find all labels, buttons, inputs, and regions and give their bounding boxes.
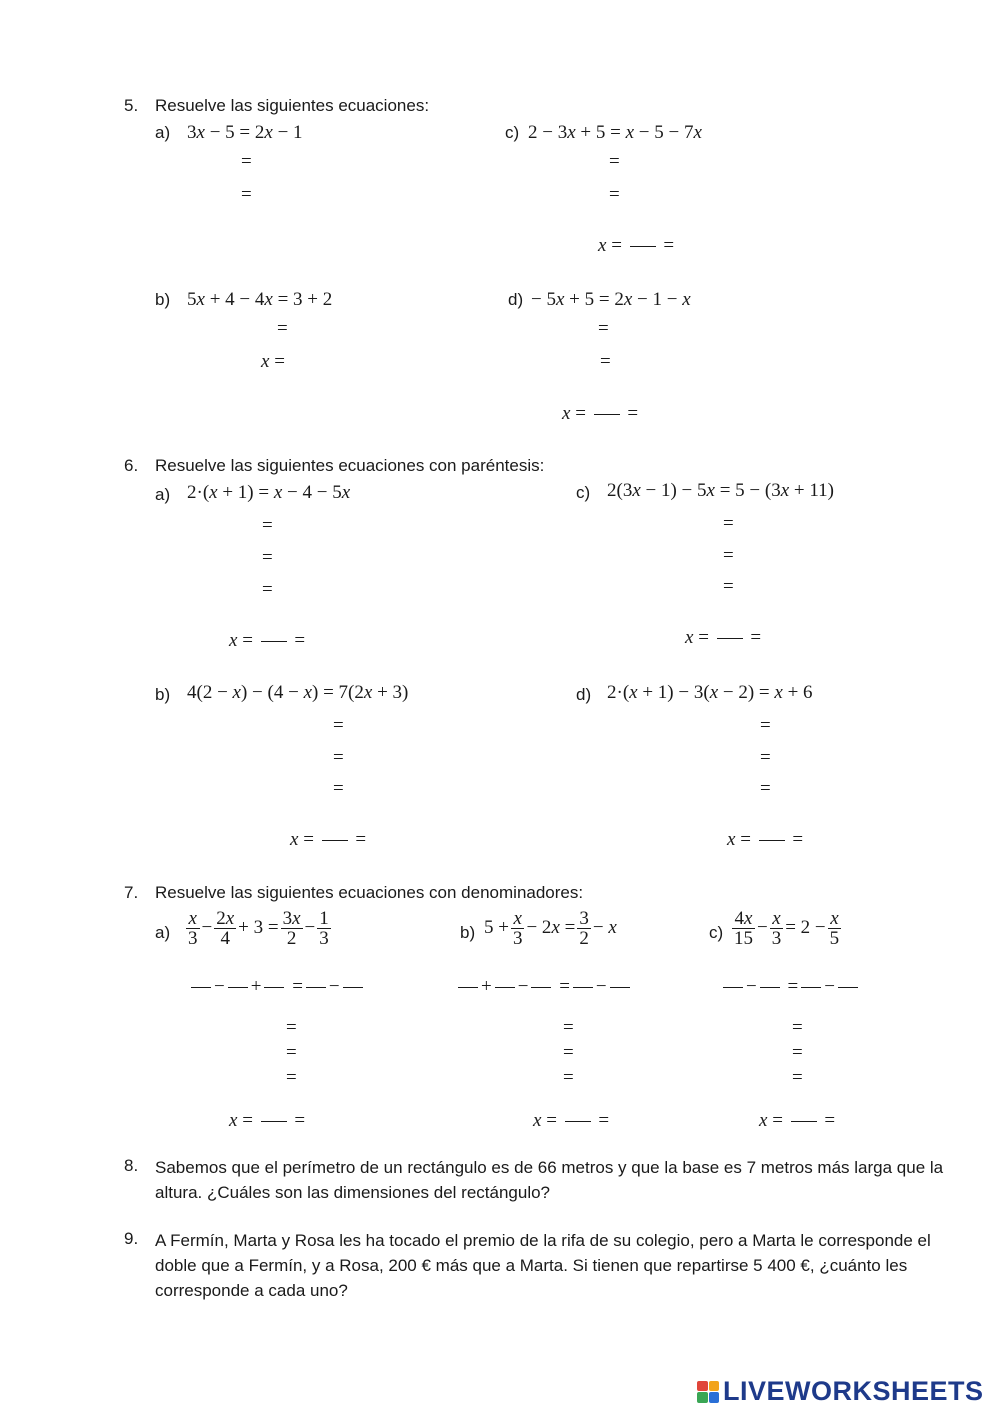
- q6-c-label: c): [576, 483, 591, 502]
- q6-d-step-1: =: [760, 715, 771, 736]
- liveworksheets-wordmark: LIVEWORKSHEETS: [723, 1376, 984, 1406]
- q5-a-step-1: =: [241, 151, 252, 172]
- q6-a-step-1: =: [262, 515, 273, 536]
- q5-number: 5.: [124, 96, 139, 115]
- q5-a-equation: 3x − 5 = 2x − 1: [187, 122, 303, 143]
- q6-a-step-2: =: [262, 547, 273, 568]
- q7-c-step-3: =: [792, 1067, 803, 1088]
- q5-d-step-2: =: [600, 351, 611, 372]
- q7-a-step-2: =: [286, 1042, 297, 1063]
- q7-a-step-3: =: [286, 1067, 297, 1088]
- q7-b-result: x = =: [533, 1110, 610, 1131]
- q7-a-step-1: =: [286, 1017, 297, 1038]
- q6-d-label: d): [576, 685, 592, 704]
- q7-c-step-2: =: [792, 1042, 803, 1063]
- q7-c-equation: $\frac{4x}{15}$ − $\frac{x}{3}$ = 2 − $\frac{x}{5}$: [734, 908, 840, 949]
- q7-a-result: x = =: [229, 1110, 306, 1131]
- q5-b-equation: 5x + 4 − 4x = 3 + 2: [187, 289, 333, 310]
- q6-d-equation: 2·(x + 1) − 3(x − 2) = x + 6: [607, 682, 813, 703]
- q6-c-step-3: =: [723, 576, 734, 597]
- q6-a-result: x = =: [229, 630, 306, 651]
- q7-b-step-2: =: [563, 1042, 574, 1063]
- q5-d-equation: − 5x + 5 = 2x − 1 − x: [531, 289, 691, 310]
- q6-b-result: x = =: [290, 829, 367, 850]
- q7-b-label: b): [460, 923, 476, 942]
- q6-c-equation: 2(3x − 1) − 5x = 5 − (3x + 11): [607, 480, 835, 501]
- q5-d-step-1: =: [598, 318, 609, 339]
- q7-b-equation: 5 + $\frac{x}{3}$ − 2x = $\frac{3}{2}$ − x: [484, 908, 617, 949]
- q6-a-step-3: =: [262, 579, 273, 600]
- q7-c-label: c): [709, 923, 724, 942]
- q5-d-label: d): [508, 290, 524, 309]
- q5-c-label: c): [505, 123, 520, 142]
- q7-b-step-3: =: [563, 1067, 574, 1088]
- q6-d-result: x = =: [727, 829, 804, 850]
- q6-b-label: b): [155, 685, 171, 704]
- q6-d-step-3: =: [760, 778, 771, 799]
- q6-b-equation: 4(2 − x) − (4 − x) = 7(2x + 3): [187, 682, 409, 703]
- q6-c-result: x = =: [685, 627, 762, 648]
- liveworksheets-mark-icon: [697, 1381, 719, 1403]
- q6-b-step-3: =: [333, 778, 344, 799]
- q6-a-equation: 2·(x + 1) = x − 4 − 5x: [187, 482, 351, 503]
- q5-a-label: a): [155, 123, 171, 142]
- q7-title: Resuelve las siguientes ecuaciones con denominadores:: [155, 883, 584, 902]
- q8-text: Sabemos que el perímetro de un rectángulo es de 66 metros y que la base es 7 metros más larga que la altura. ¿Cuáles son las dimensiones del rectángulo?: [155, 1158, 944, 1202]
- q5-c-result: x = =: [598, 235, 675, 256]
- q5-d-result: x = =: [562, 403, 639, 424]
- q5-a-step-2: =: [241, 184, 252, 205]
- q5-b-label: b): [155, 290, 171, 309]
- q5-c-equation: 2 − 3x + 5 = x − 5 − 7x: [528, 122, 702, 143]
- q6-title: Resuelve las siguientes ecuaciones con paréntesis:: [155, 456, 545, 475]
- q5-b-result: x =: [261, 351, 285, 372]
- liveworksheets-logo: [697, 1376, 984, 1407]
- q6-number: 6.: [124, 456, 139, 475]
- q7-a-equation: $\frac{x}{3}$ − $\frac{2x}{4}$ + 3 = $\frac{3x}{2}$ − $\frac{1}{3}$: [188, 908, 329, 949]
- q7-a-common-denominator: − + = −: [188, 976, 366, 998]
- q7-c-common-denominator: − = −: [720, 976, 861, 998]
- q7-b-step-1: =: [563, 1017, 574, 1038]
- q7-a-label: a): [155, 923, 171, 942]
- q5-c-step-1: =: [609, 151, 620, 172]
- q6-d-step-2: =: [760, 747, 771, 768]
- q5-c-step-2: =: [609, 184, 620, 205]
- q7-c-step-1: =: [792, 1017, 803, 1038]
- q6-a-label: a): [155, 485, 171, 504]
- q6-c-step-2: =: [723, 545, 734, 566]
- q7-c-result: x = =: [759, 1110, 836, 1131]
- q8-number: 8.: [124, 1156, 139, 1175]
- q7-b-common-denominator: + − = −: [455, 976, 633, 998]
- q5-title: Resuelve las siguientes ecuaciones:: [155, 96, 430, 115]
- q9-text: A Fermín, Marta y Rosa les ha tocado el premio de la rifa de su colegio, pero a Marta le corresponde el doble que a Fermín, y a Rosa, 200 € más que a Marta. Si tienen que repartirse 5 400 €, ¿cuánto les corresponde a cada uno?: [155, 1231, 931, 1300]
- q5-b-step-1: =: [277, 318, 288, 339]
- q7-number: 7.: [124, 883, 139, 902]
- q6-c-step-1: =: [723, 513, 734, 534]
- q6-b-step-2: =: [333, 747, 344, 768]
- q9-number: 9.: [124, 1229, 139, 1248]
- q6-b-step-1: =: [333, 715, 344, 736]
